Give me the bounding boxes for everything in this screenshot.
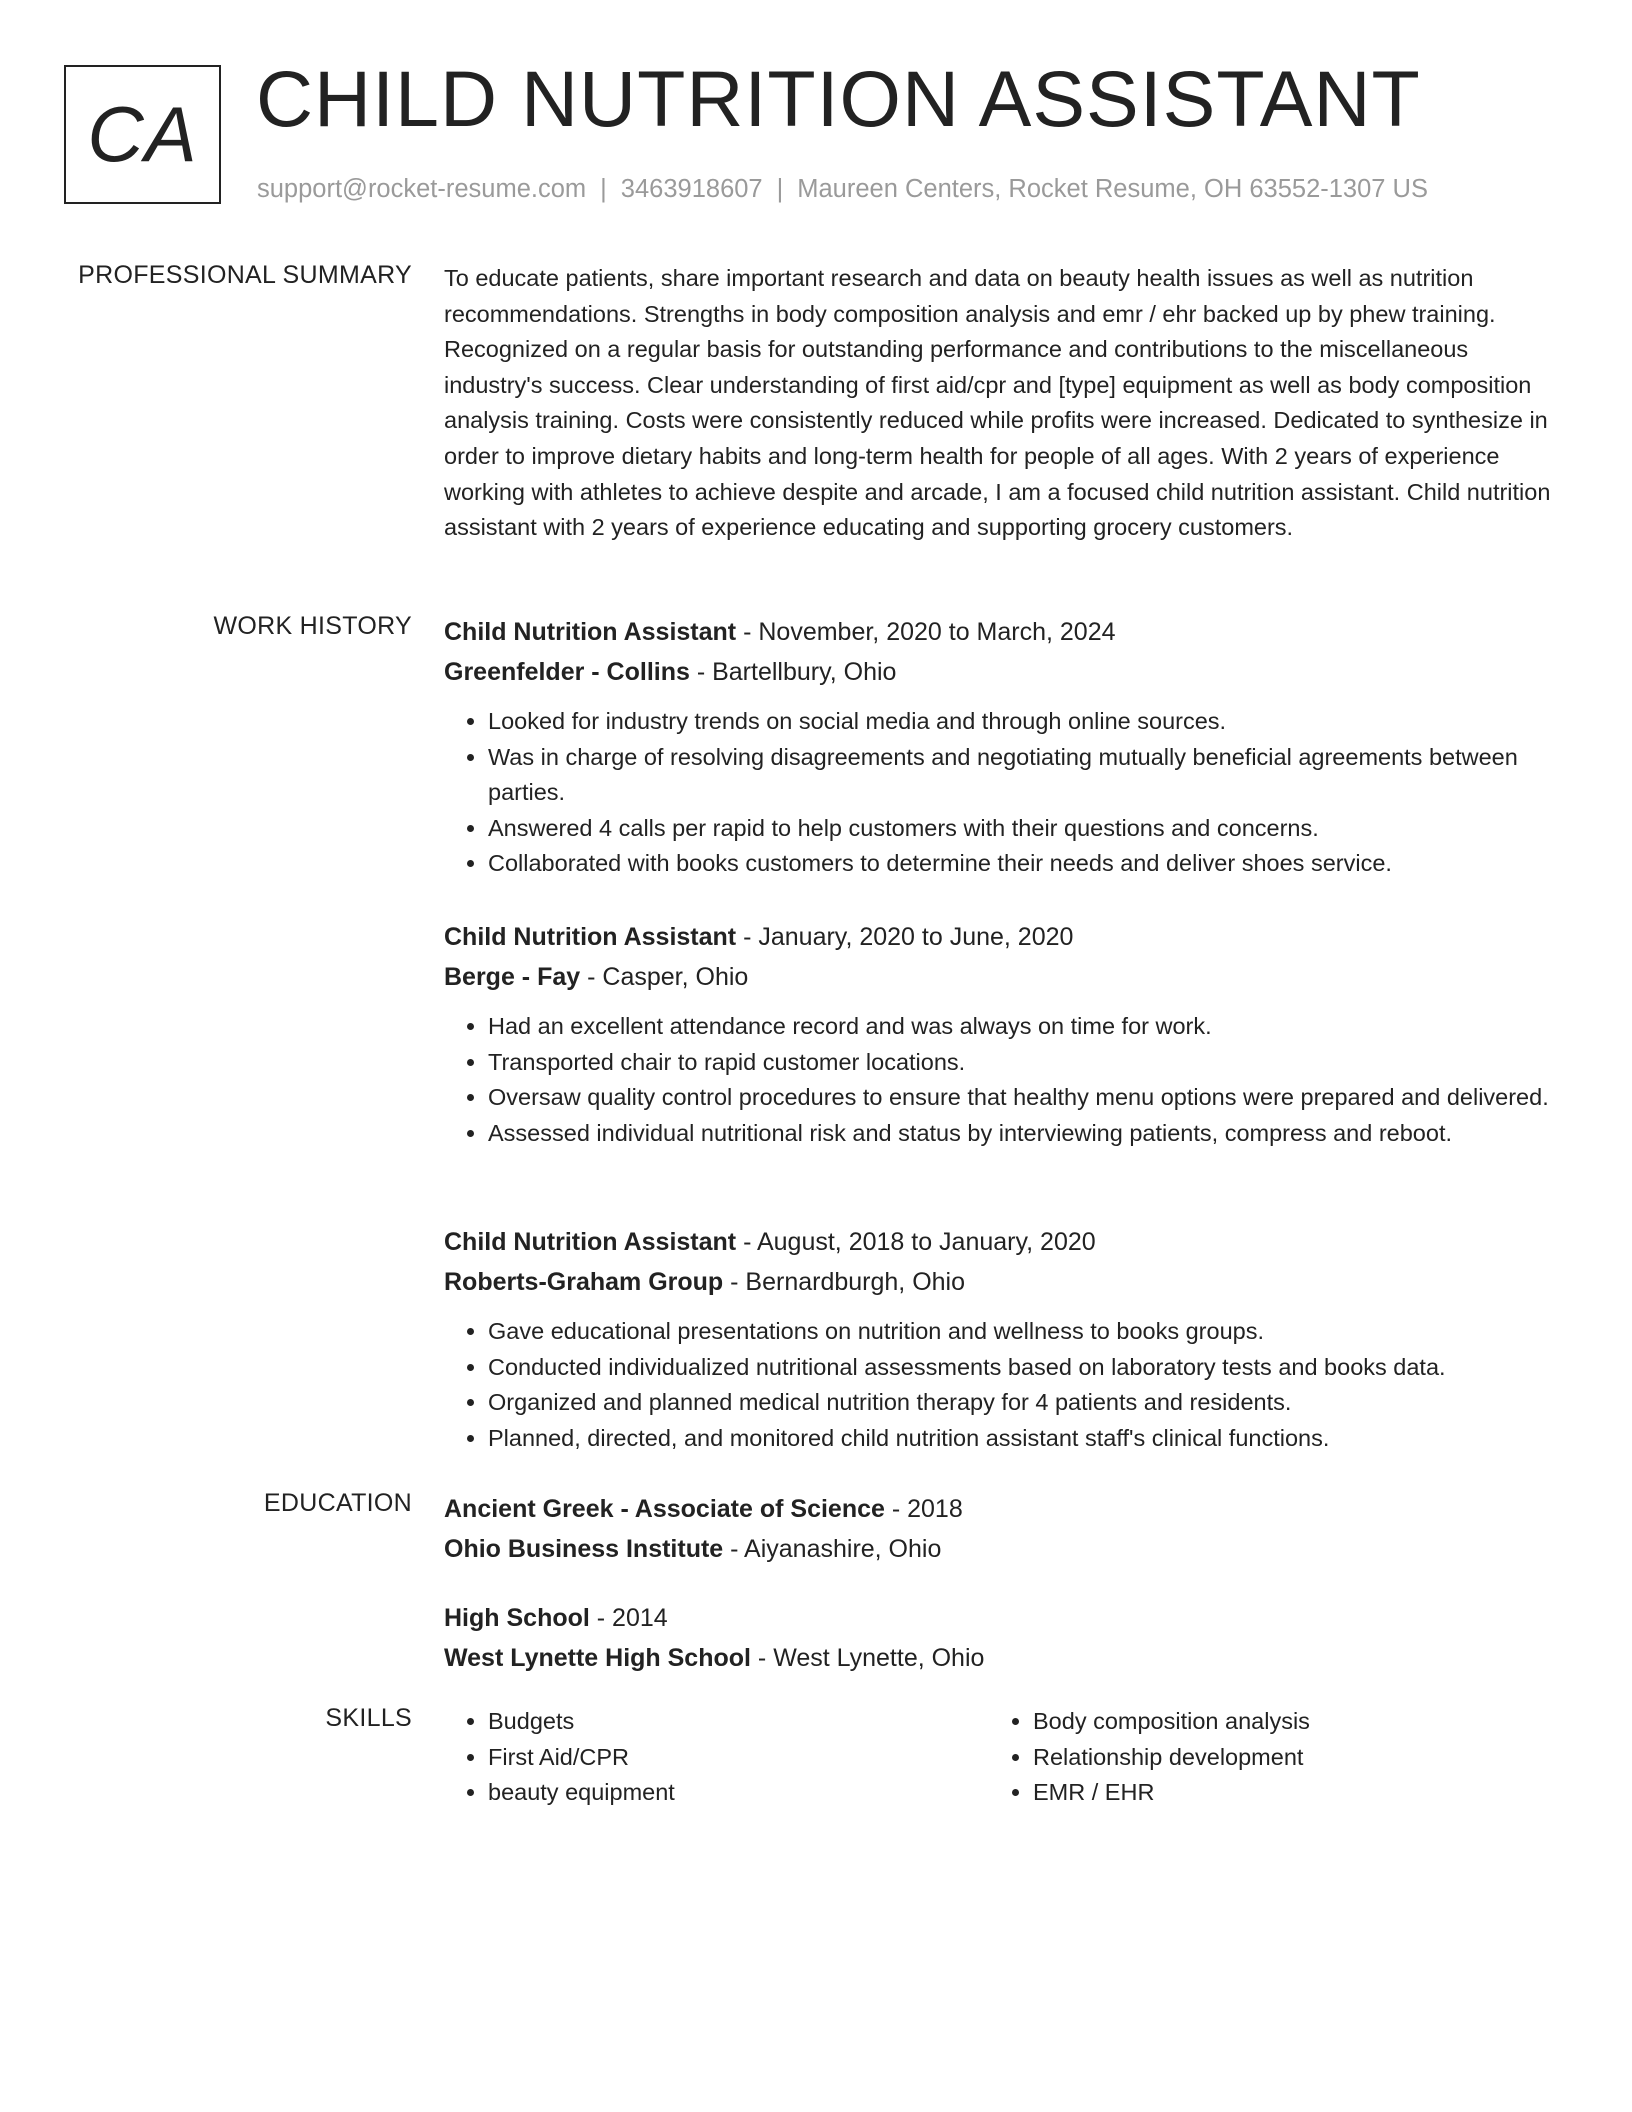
skill-item: • Budgets: [488, 1704, 989, 1740]
job-title-line: [444, 1222, 1554, 1262]
job-company: Greenfelder - Collins: [444, 658, 690, 686]
contact-address: Maureen Centers, Rocket Resume, OH 63552-1307 US: [797, 175, 1428, 203]
job-entry: [444, 917, 1554, 1151]
skills-list-left: [444, 1704, 989, 1811]
job-title: Child Nutrition Assistant: [444, 923, 737, 951]
skills-columns: [444, 1704, 1554, 1811]
education-school: West Lynette High School: [444, 1644, 751, 1672]
skill-item: • First Aid/CPR: [488, 1740, 989, 1776]
list-item: • Planned, directed, and monitored child nutrition assistant staff's clinical functions.: [488, 1421, 1554, 1457]
job-entry: [444, 1222, 1554, 1456]
section-label: PROFESSIONAL SUMMARY: [78, 261, 412, 289]
contact-phone[interactable]: 3463918607: [620, 175, 763, 203]
section-body: [444, 261, 1554, 546]
job-location: - Bernardburgh, Ohio: [723, 1268, 965, 1296]
job-title: Child Nutrition Assistant: [444, 618, 737, 646]
section-body: [444, 1704, 1554, 1811]
job-dates: - August, 2018 to January, 2020: [736, 1228, 1096, 1256]
job-dates: - November, 2020 to March, 2024: [736, 618, 1116, 646]
list-item: • Had an excellent attendance record and was always on time for work.: [488, 1009, 1554, 1045]
job-company-line: [444, 957, 1554, 997]
job-title-line: [444, 612, 1554, 652]
section-label: EDUCATION: [263, 1489, 412, 1517]
education-school: Ohio Business Institute: [444, 1535, 724, 1563]
skill-item: • EMR / EHR: [1033, 1775, 1310, 1811]
list-item: • Collaborated with books customers to determine their needs and deliver shoes service.: [488, 846, 1554, 882]
section-label: SKILLS: [325, 1704, 412, 1732]
page-title: CHILD NUTRITION ASSISTANT: [256, 54, 1421, 143]
job-title-line: [444, 917, 1554, 957]
section-label: WORK HISTORY: [213, 612, 412, 640]
job-entry: [444, 612, 1554, 882]
education-degree-line: [444, 1489, 963, 1529]
list-item: • Organized and planned medical nutrition therapy for 4 patients and residents.: [488, 1385, 1554, 1421]
contact-separator: |: [776, 175, 784, 203]
education-location: - Aiyanashire, Ohio: [723, 1535, 942, 1563]
list-item: • Answered 4 calls per rapid to help customers with their questions and concerns.: [488, 811, 1554, 847]
summary-text: To educate patients, share important research and data on beauty health issues as well as nutrition recommendations. Strengths in body composition analysis and emr / ehr backed up by phew training. Recognized on a regular basis for outstanding performance and contributions to the miscellaneous industry's success. Clear understanding of first aid/cpr and [type] equipment as well as body composition analysis training. Costs were consistently reduced while profits were increased. Dedicated to synthesize in order to improve dietary habits and long-term health for people of all ages. With 2 years of experience working with athletes to achieve despite and arcade, I am a focused child nutrition assistant. Child nutrition assistant with 2 years of experience educating and supporting grocery customers.: [444, 265, 1551, 541]
education-degree-line: [444, 1598, 984, 1638]
list-item: • Assessed individual nutritional risk and status by interviewing patients, compress and reboot.: [488, 1116, 1554, 1152]
job-title: Child Nutrition Assistant: [444, 1228, 737, 1256]
education-entry: [444, 1598, 984, 1678]
job-location: - Casper, Ohio: [580, 963, 749, 991]
education-school-line: [444, 1529, 963, 1569]
education-year: - 2014: [589, 1604, 668, 1632]
contact-line: [257, 175, 1428, 204]
education-school-line: [444, 1638, 984, 1678]
job-dates: - January, 2020 to June, 2020: [736, 923, 1074, 951]
education-degree: Ancient Greek - Associate of Science: [444, 1495, 885, 1523]
job-bullets: [444, 704, 1554, 882]
contact-email[interactable]: support@rocket-resume.com: [257, 175, 587, 203]
list-item: • Transported chair to rapid customer locations.: [488, 1045, 1554, 1081]
contact-separator: |: [600, 175, 607, 203]
list-item: • Was in charge of resolving disagreements and negotiating mutually beneficial agreements between parties.: [488, 740, 1554, 811]
monogram-badge: CA: [64, 65, 221, 204]
list-item: • Looked for industry trends on social media and through online sources.: [488, 704, 1554, 740]
list-item: • Oversaw quality control procedures to ensure that healthy menu options were prepared and delivered.: [488, 1080, 1554, 1116]
education-entry: [444, 1489, 963, 1569]
job-bullets: [444, 1314, 1554, 1456]
job-company-line: [444, 652, 1554, 692]
skill-item: • Body composition analysis: [1033, 1704, 1310, 1740]
job-company-line: [444, 1262, 1554, 1302]
skill-item: • beauty equipment: [488, 1775, 989, 1811]
job-company: Berge - Fay: [444, 963, 581, 991]
education-year: - 2018: [884, 1495, 963, 1523]
skill-item: • Relationship development: [1033, 1740, 1310, 1776]
job-bullets: [444, 1009, 1554, 1151]
job-company: Roberts-Graham Group: [444, 1268, 724, 1296]
job-location: - Bartellbury, Ohio: [689, 658, 897, 686]
skills-list-right: [989, 1704, 1310, 1811]
list-item: • Gave educational presentations on nutrition and wellness to books groups.: [488, 1314, 1554, 1350]
education-degree: High School: [444, 1604, 590, 1632]
education-location: - West Lynette, Ohio: [750, 1644, 985, 1672]
list-item: • Conducted individualized nutritional assessments based on laboratory tests and books data.: [488, 1350, 1554, 1386]
